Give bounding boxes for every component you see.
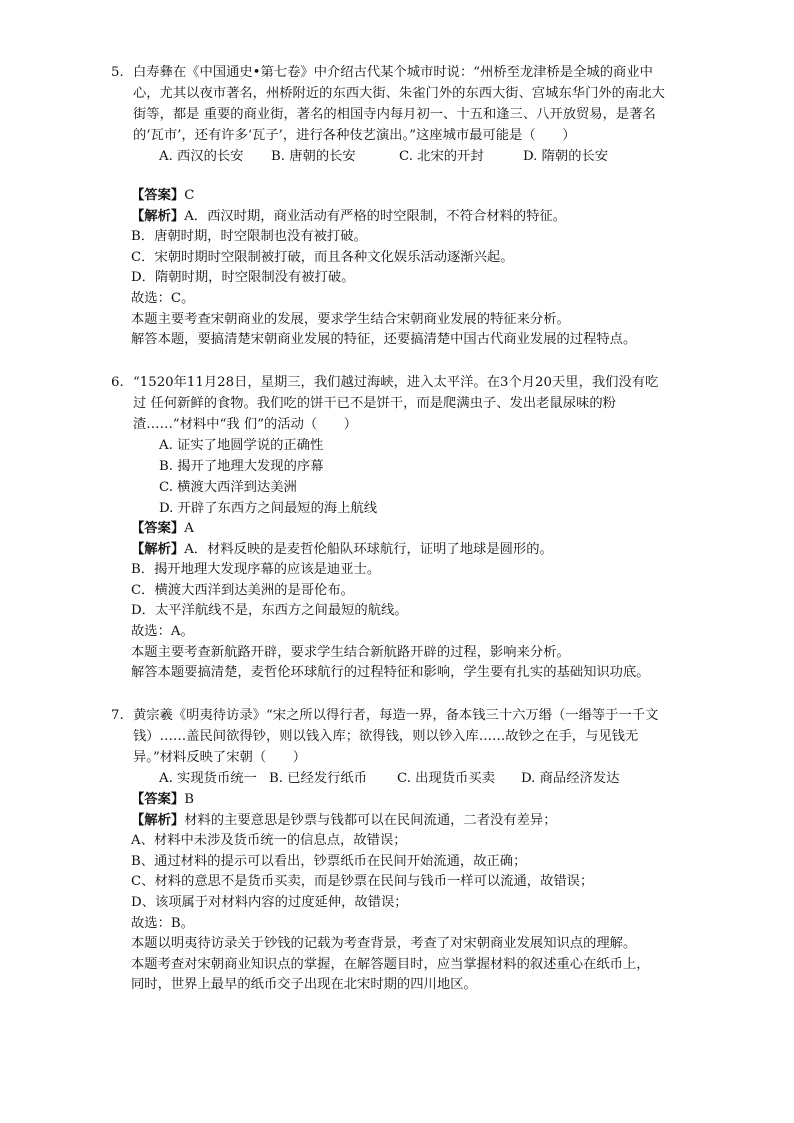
question-stem: 黄宗羲《明夷待访录》“宋之所以得行者，每造一界，备本钱三十六万缗（一缗等于一千文钱）……盖民间欲得钞，则以钱入库；欲得钱，则以钞入库……故钞之在手，与见钱无异。”材料反映了宋朝（ ） — [133, 708, 659, 765]
analysis-line: B、通过材料的提示可以看出，钞票纸币在民间开始流通，故正确； — [131, 853, 527, 869]
option-b: B. 已经发行纸币 — [269, 771, 368, 786]
analysis-line: 故选：C。 — [131, 290, 195, 306]
option-a: A. 证实了地圆学说的正确性 — [159, 438, 324, 453]
option-c: C. 出现货币买卖 — [397, 771, 495, 786]
analysis-line: 本题考查对宋朝商业知识点的掌握，在解答题目时，应当掌握材料的叙述重心在纸币上， — [131, 956, 650, 972]
option-c: C. 北宋的开封 — [399, 149, 484, 164]
analysis-label: 【解析】 — [131, 208, 185, 224]
analysis-line: C．横渡大西洋到达美洲的是哥伦布。 — [131, 582, 354, 598]
analysis-line: D．太平洋航线不是，东西方之间最短的航线。 — [131, 603, 408, 619]
option-c: C. 横渡大西洋到达美洲 — [159, 480, 297, 495]
analysis-line: 同时，世界上最早的纸币交子出现在北宋时期的四川地区。 — [131, 977, 477, 993]
options-row — [133, 768, 668, 789]
question-number: 5. — [111, 65, 124, 80]
answer-label: 【答案】 — [131, 188, 185, 203]
answer-block-5 — [131, 186, 671, 351]
answer-value: C — [184, 188, 195, 203]
question-stem: 白寿彝在《中国通史•第七卷》中介绍古代某个城市时说：“州桥至龙津桥是全城的商业中心，尤其以夜市著名，州桥附近的东西大街、朱雀门外的东西大街、宫城东华门外的南北大街等，都是 重要的商业街，著名的相国寺内每月初一、十五和逢三、八开放贸易，是著名的‘瓦市’，还有许多‘瓦子’，进行各种伎艺演出。”这座城市最可能是（ ） — [133, 65, 665, 143]
option-b: B. 唐朝的长安 — [271, 149, 356, 164]
analysis-line: 材料的主要意思是钞票与钱都可以在民间流通，二者没有差异； — [184, 812, 557, 828]
analysis-line: 故选：B。 — [131, 915, 194, 931]
question-5 — [111, 62, 668, 167]
question-stem: “1520年11月28日，星期三，我们越过海峡，进入太平洋。在3个月20天里，我们没有吃过 任何新鲜的食物。我们吃的饼干已不是饼干，而是爬满虫子、发出老鼠尿味的粉渣……”材料中“我 们”的活动（ ） — [133, 375, 659, 432]
analysis-line: 本题主要考查新航路开辟，要求学生结合新航路开辟的过程，影响来分析。 — [131, 644, 570, 660]
analysis-line: B．唐朝时期，时空限制也没有被打破。 — [131, 229, 367, 245]
analysis-label: 【解析】 — [131, 812, 185, 828]
analysis-line: 解答本题，要搞清楚宋朝商业发展的特征，还要搞清楚中国古代商业发展的过程特点。 — [131, 332, 637, 348]
analysis-line: 故选：A。 — [131, 623, 194, 639]
analysis-line: D．隋朝时期，时空限制没有被打破。 — [131, 270, 355, 286]
options-column — [133, 435, 668, 519]
answer-value: A — [184, 521, 194, 536]
option-a: A. 实现货币统一 — [159, 771, 257, 786]
analysis-line: 本题主要考查宋朝商业的发展，要求学生结合宋朝商业发展的特征来分析。 — [131, 311, 570, 327]
answer-block-7 — [131, 790, 671, 996]
question-6 — [111, 372, 668, 519]
option-b: B. 揭开了地理大发现的序幕 — [159, 459, 324, 474]
analysis-line: 解答本题要搞清楚，麦哲伦环球航行的过程特征和影响，学生要有扎实的基础知识功底。 — [131, 665, 650, 681]
analysis-line: D、该项属于对材料内容的过度延伸，故错误； — [131, 894, 408, 910]
question-number: 7. — [111, 708, 124, 723]
analysis-line: A．材料反映的是麦哲伦船队环球航行，证明了地球是圆形的。 — [184, 541, 553, 557]
option-d: D. 商品经济发达 — [521, 771, 620, 786]
option-d: D. 隋朝的长安 — [523, 149, 609, 164]
answer-label: 【答案】 — [131, 521, 185, 536]
analysis-line: A．西汉时期，商业活动有严格的时空限制，不符合材料的特征。 — [184, 208, 567, 224]
options-row — [133, 146, 668, 167]
answer-block-6 — [131, 519, 671, 684]
option-a: A. 西汉的长安 — [159, 149, 244, 164]
analysis-line: C、材料的意思不是货币买卖，而是钞票在民间与钱币一样可以流通，故错误； — [131, 874, 594, 890]
question-7 — [111, 705, 668, 789]
analysis-line: A、材料中未涉及货币统一的信息点，故错误； — [131, 833, 407, 849]
analysis-line: 本题以明夷待访录关于钞钱的记载为考查背景，考查了对宋朝商业发展知识点的理解。 — [131, 936, 637, 952]
analysis-label: 【解析】 — [131, 541, 185, 557]
analysis-line: B．揭开地理大发现序幕的应该是迪亚士。 — [131, 562, 381, 578]
question-number: 6. — [111, 375, 124, 390]
answer-label: 【答案】 — [131, 792, 185, 807]
option-d: D. 开辟了东西方之间最短的海上航线 — [159, 501, 378, 516]
analysis-line: C．宋朝时期时空限制被打破，而且各种文化娱乐活动逐渐兴起。 — [131, 249, 514, 265]
answer-value: B — [184, 792, 194, 807]
